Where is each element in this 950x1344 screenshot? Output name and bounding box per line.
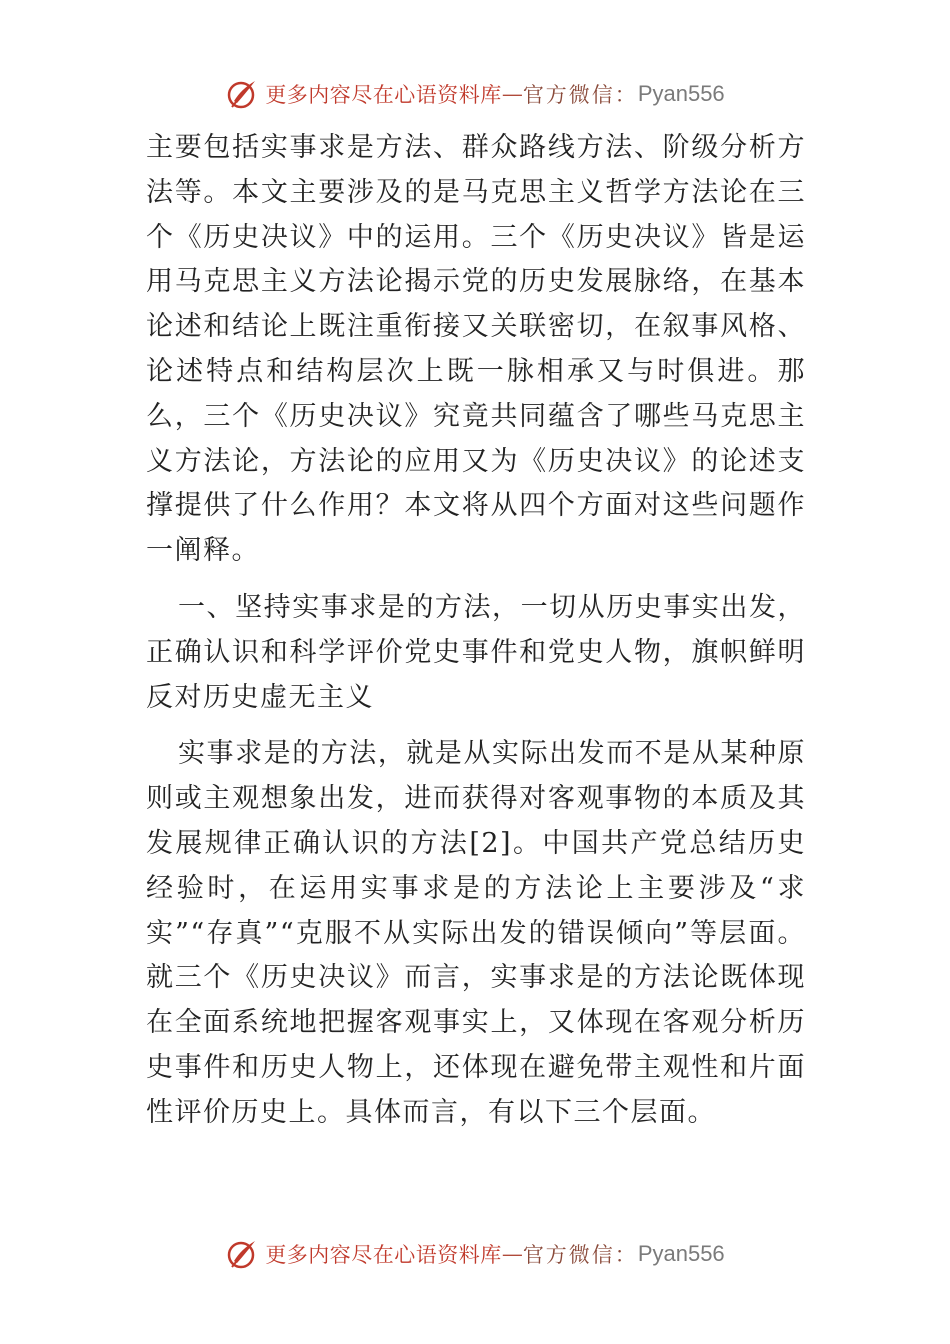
footer-brand-text: 更多内容尽在心语资料库 [265,1243,502,1267]
footer-wechat-id: Pyan556 [637,1241,725,1266]
footer-wechat-label: 官方微信： [522,1243,638,1267]
footer-banner [0,1232,950,1276]
footer-separator: — [501,1242,523,1266]
header-wechat-id: Pyan556 [637,81,725,106]
header-wechat-label: 官方微信： [522,83,638,107]
paragraph-intro: 主要包括实事求是方法、群众路线方法、阶级分析方法等。本文主要涉及的是马克思主义哲学方法论在三个《历史决议》中的运用。三个《历史决议》皆是运用马克思主义方法论揭示党的历史发展脉络，在基本论述和结论上既注重衔接又关联密切，在叙事风格、论述特点和结构层次上既一脉相承又与时俱进。那么，三个《历史决议》究竟共同蕴含了哪些马克思主义方法论，方法论的应用又为《历史决议》的论述支撑提供了什么作用？本文将从四个方面对这些问题作一阐释。 [146,132,806,567]
section-heading-1: 一、坚持实事求是的方法，一切从历史事实出发，正确认识和科学评价党史事件和党史人物，旗帜鲜明反对历史虚无主义 [146,591,806,713]
paragraph-section-1: 实事求是的方法，就是从实际出发而不是从某种原则或主观想象出发，进而获得对客观事物的本质及其发展规律正确认识的方法[2]。中国共产党总结历史经验时，在运用实事求是的方法论上主要涉及“求实”“存真”“克服不从实际出发的错误倾向”等层面。就三个《历史决议》而言，实事求是的方法论既体现在全面系统地把握客观事实上，又体现在客观分析历史事件和历史人物上，还体现在避免带主观性和片面性评价历史上。具体而言，有以下三个层面。 [146,738,806,1128]
header-brand-text: 更多内容尽在心语资料库 [265,83,502,107]
header-separator: — [501,82,523,106]
quill-seal-logo-icon [225,77,259,111]
header-banner [0,72,950,116]
quill-seal-logo-icon [225,1237,259,1271]
document-body [146,126,806,1136]
